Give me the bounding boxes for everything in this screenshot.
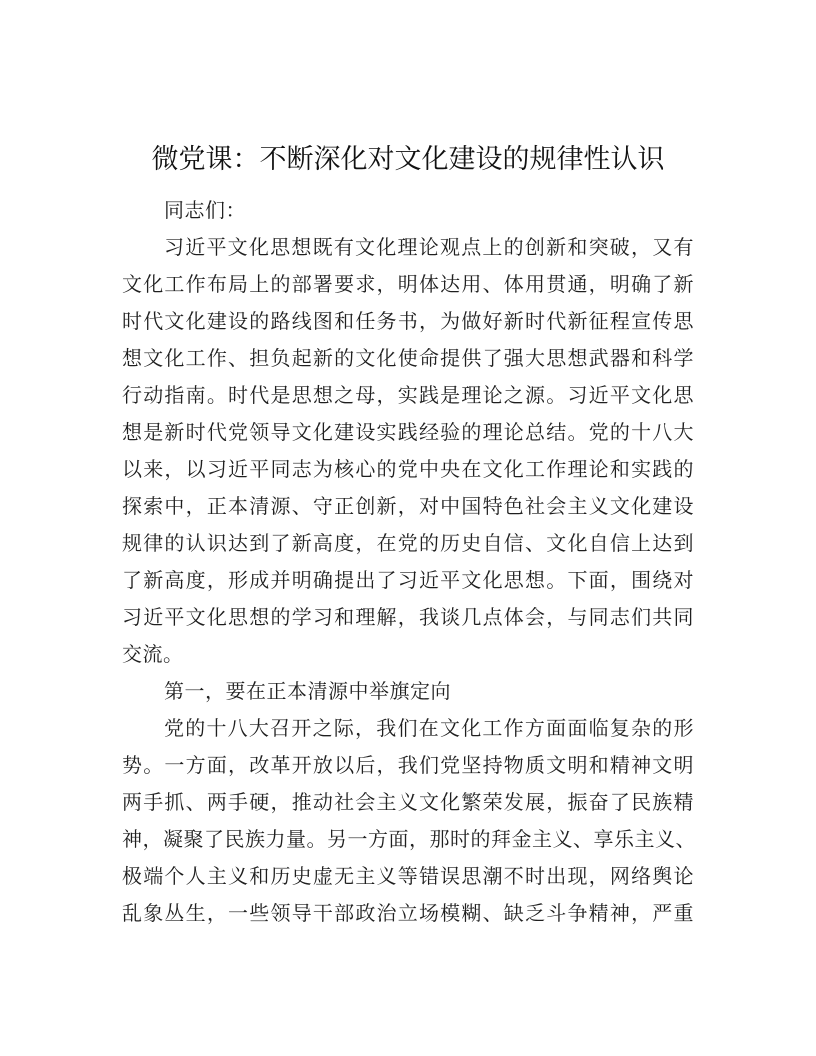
- paragraph-intro: [122, 229, 694, 673]
- salutation: 同志们：: [164, 198, 246, 222]
- paragraph-line: 想是新时代党领导文化建设实践经验的理论总结。党的十八大: [122, 420, 694, 444]
- paragraph-line: 以来，以习近平同志为核心的党中央在文化工作理论和实践的: [122, 457, 694, 481]
- paragraph-line: 极端个人主义和历史虚无主义等错误思潮不时出现，网络舆论: [122, 864, 694, 888]
- document-body: [122, 192, 694, 932]
- paragraph-line: 势。一方面，改革开放以后，我们党坚持物质文明和精神文明: [122, 753, 694, 777]
- paragraph-line: 两手抓、两手硬，推动社会主义文化繁荣发展，振奋了民族精: [122, 790, 694, 814]
- document-title: 微党课：不断深化对文化建设的规律性认识: [151, 144, 665, 175]
- paragraph-line: 乱象丛生，一些领导干部政治立场模糊、缺乏斗争精神，严重: [122, 901, 694, 925]
- paragraph-section-1: [122, 710, 694, 932]
- paragraph-line: 探索中，正本清源、守正创新，对中国特色社会主义文化建设: [122, 494, 694, 518]
- paragraph-line: 规律的认识达到了新高度，在党的历史自信、文化自信上达到: [122, 531, 694, 555]
- paragraph-line: 习近平文化思想既有文化理论观点上的创新和突破，又有: [164, 235, 694, 259]
- paragraph-line: 了新高度，形成并明确提出了习近平文化思想。下面，围绕对: [122, 568, 694, 592]
- paragraph-line: 党的十八大召开之际，我们在文化工作方面面临复杂的形: [164, 716, 694, 740]
- paragraph-line: 交流。: [122, 642, 184, 666]
- section-heading: 第一，要在正本清源中举旗定向: [164, 679, 451, 703]
- paragraph-line: 时代文化建设的路线图和任务书，为做好新时代新征程宣传思: [122, 309, 694, 333]
- paragraph-line: 神，凝聚了民族力量。另一方面，那时的拜金主义、享乐主义、: [122, 827, 696, 851]
- paragraph-line: 想文化工作、担负起新的文化使命提供了强大思想武器和科学: [122, 346, 694, 370]
- paragraph-line: 文化工作布局上的部署要求，明体达用、体用贯通，明确了新: [122, 272, 694, 296]
- paragraph-line: 行动指南。时代是思想之母，实践是理论之源。习近平文化思: [122, 383, 694, 407]
- paragraph-line: 习近平文化思想的学习和理解，我谈几点体会，与同志们共同: [122, 605, 694, 629]
